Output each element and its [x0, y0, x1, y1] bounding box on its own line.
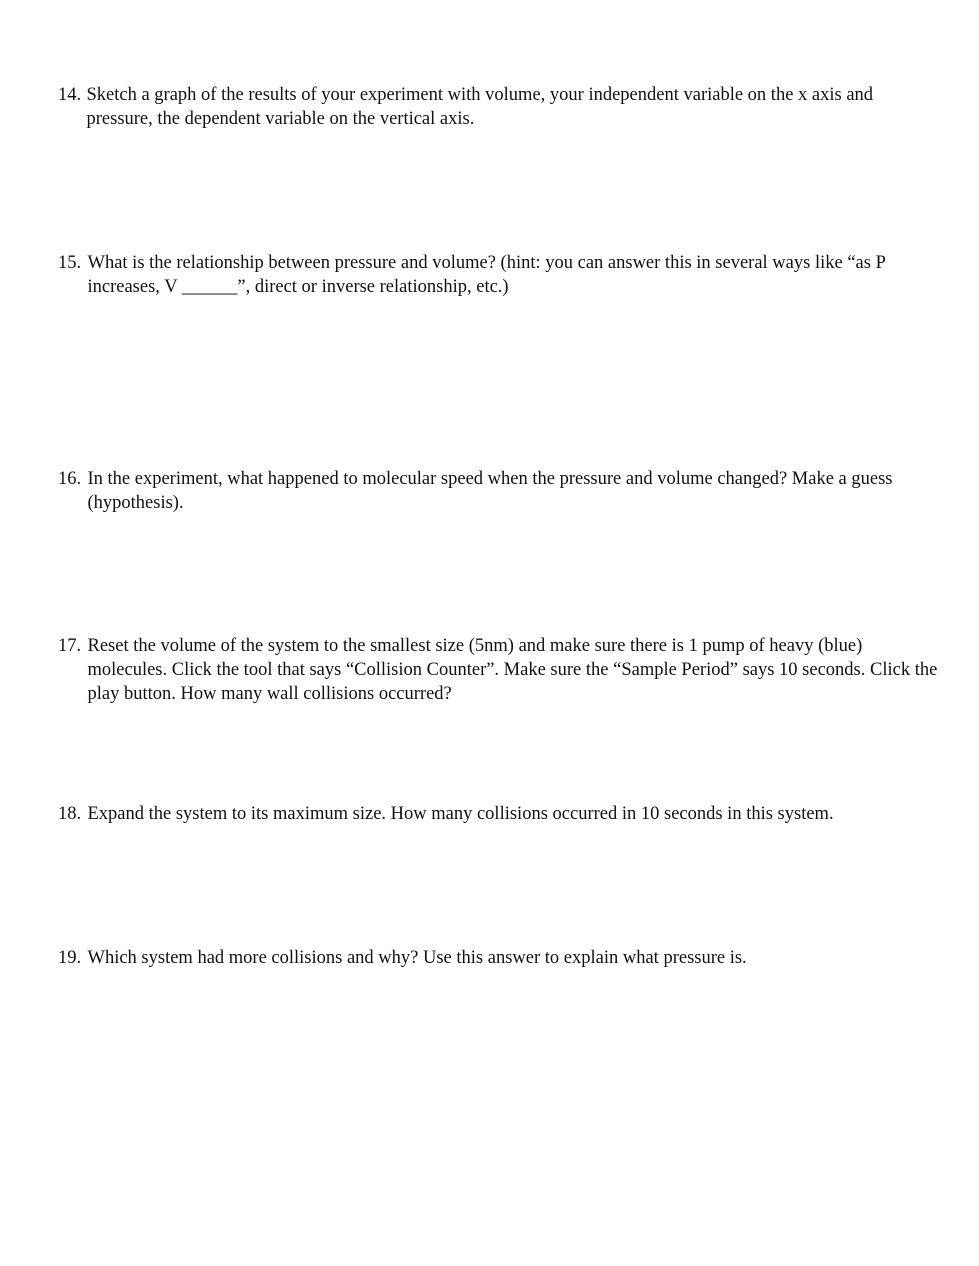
question-18 — [58, 802, 938, 826]
question-14 — [58, 83, 938, 131]
question-text: What is the relationship between pressure and volume? (hint: you can answer this in several ways like “as P increases, V ______”, direct or inverse relationship, etc.) — [87, 253, 886, 297]
question-text: Expand the system to its maximum size. How many collisions occurred in 10 seconds in this system. — [87, 804, 834, 824]
question-number: 16. — [58, 469, 82, 489]
question-number: 15. — [58, 253, 82, 273]
question-15 — [58, 251, 938, 299]
question-number: 17. — [58, 636, 82, 656]
question-text: Which system had more collisions and why? Use this answer to explain what pressure is. — [87, 948, 747, 968]
question-17 — [58, 634, 938, 706]
question-16 — [58, 467, 938, 515]
question-text: In the experiment, what happened to molecular speed when the pressure and volume changed? Make a guess (hypothesis). — [87, 469, 893, 513]
question-text: Sketch a graph of the results of your experiment with volume, your independent variable on the x axis and pressure, the dependent variable on the vertical axis. — [86, 85, 874, 129]
question-number: 18. — [58, 804, 82, 824]
question-number: 14. — [58, 85, 82, 105]
question-19 — [58, 946, 938, 970]
question-text: Reset the volume of the system to the smallest size (5nm) and make sure there is 1 pump of heavy (blue) molecules. Click the tool that says “Collision Counter”. Make sure the “Sample Period” says 10 seconds. Click the play button. How many wall collisions occurred? — [87, 636, 938, 704]
question-number: 19. — [58, 948, 82, 968]
